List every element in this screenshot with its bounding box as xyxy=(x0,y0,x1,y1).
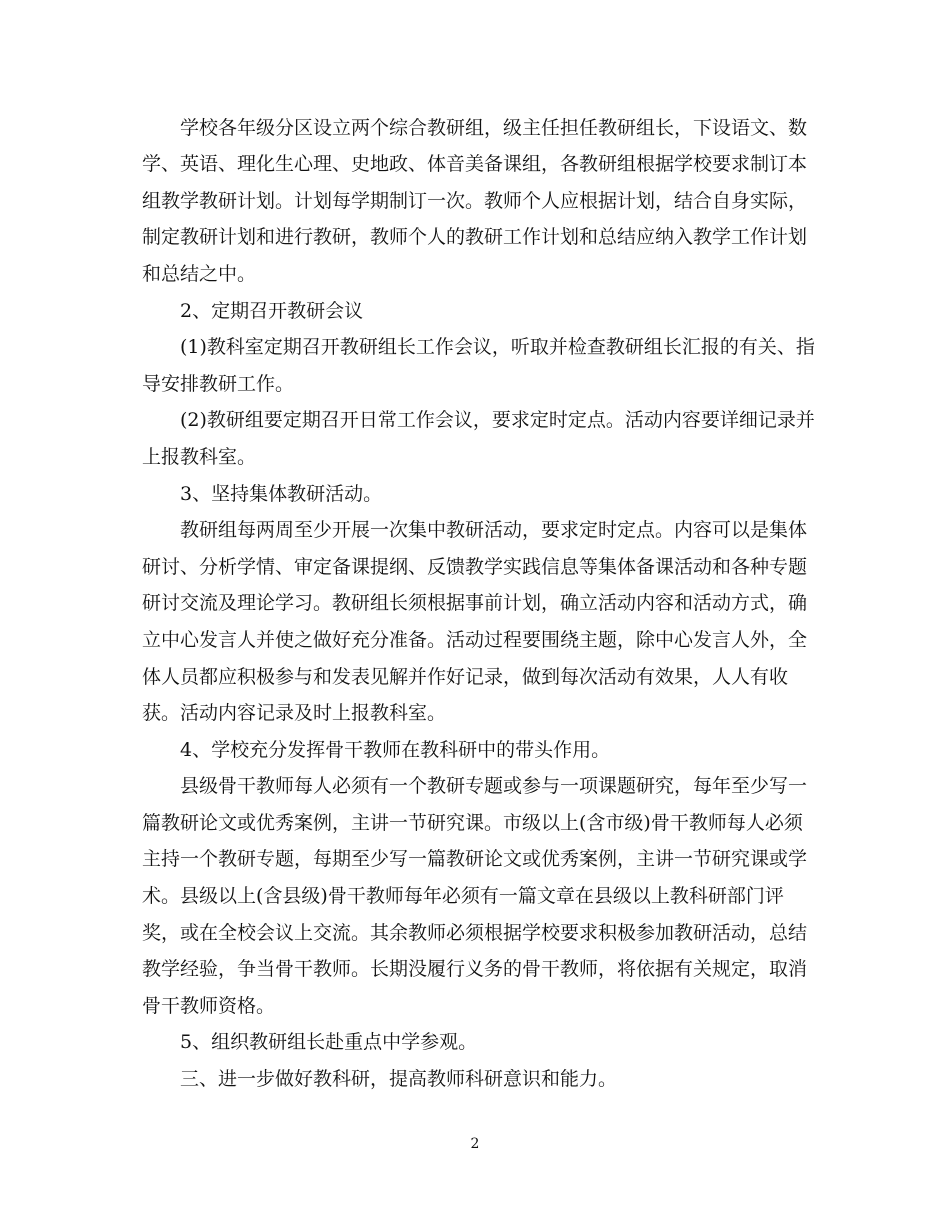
section-heading: 三、进一步做好教科研，提高教师科研意识和能力。 xyxy=(180,1068,618,1090)
text-line: (2)教研组要定期召开日常工作会议，要求定时定点。活动内容要详细记录并 xyxy=(180,409,815,431)
text-line: 制定教研计划和进行教研，教师个人的教研工作计划和总结应纳入教学工作计划 xyxy=(142,226,808,248)
text-line: 学、英语、理化生心理、史地政、体音美备课组，各教研组根据学校要求制订本 xyxy=(142,153,808,175)
text-line: 学校各年级分区设立两个综合教研组，级主任担任教研组长，下设语文、数 xyxy=(180,117,808,139)
text-line: 县级骨干教师每人必须有一个教研专题或参与一项课题研究，每年至少写一 xyxy=(180,775,808,797)
section-heading: 2、定期召开教研会议 xyxy=(180,300,364,322)
text-line: 获。活动内容记录及时上报教科室。 xyxy=(142,702,447,724)
text-line: 骨干教师资格。 xyxy=(142,995,276,1017)
text-line: 奖，或在全校会议上交流。其余教师必须根据学校要求积极参加教研活动，总结 xyxy=(142,922,808,944)
text-line: 教研组每两周至少开展一次集中教研活动，要求定时定点。内容可以是集体 xyxy=(180,519,808,541)
text-line: 教学经验，争当骨干教师。长期没履行义务的骨干教师，将依据有关规定，取消 xyxy=(142,958,808,980)
text-line: 上报教科室。 xyxy=(142,446,257,468)
text-line: 术。县级以上(含县级)骨干教师每年必须有一篇文章在县级以上教科研部门评 xyxy=(142,885,784,907)
text-line: 篇教研论文或优秀案例，主讲一节研究课。市级以上(含市级)骨干教师每人必须 xyxy=(142,812,803,834)
text-line: 立中心发言人并使之做好充分准备。活动过程要围绕主题，除中心发言人外，全 xyxy=(142,629,808,651)
section-heading: 3、坚持集体教研活动。 xyxy=(180,483,383,505)
page-number: 2 xyxy=(470,1136,480,1152)
section-heading: 5、组织教研组长赴重点中学参观。 xyxy=(180,1031,478,1053)
section-heading: 4、学校充分发挥骨干教师在教科研中的带头作用。 xyxy=(180,739,611,761)
text-line: 导安排教研工作。 xyxy=(142,373,295,395)
text-line: 和总结之中。 xyxy=(142,263,257,285)
text-line: 研讨交流及理论学习。教研组长须根据事前计划，确立活动内容和活动方式，确 xyxy=(142,592,808,614)
text-line: 组教学教研计划。计划每学期制订一次。教师个人应根据计划，结合自身实际， xyxy=(142,190,808,212)
text-line: 研讨、分析学情、审定备课提纲、反馈教学实践信息等集体备课活动和各种专题 xyxy=(142,556,808,578)
text-line: 主持一个教研专题，每期至少写一篇教研论文或优秀案例，主讲一节研究课或学 xyxy=(142,848,808,870)
text-line: (1)教科室定期召开教研组长工作会议，听取并检查教研组长汇报的有关、指 xyxy=(180,336,815,358)
text-line: 体人员都应积极参与和发表见解并作好记录，做到每次活动有效果，人人有收 xyxy=(142,666,789,688)
